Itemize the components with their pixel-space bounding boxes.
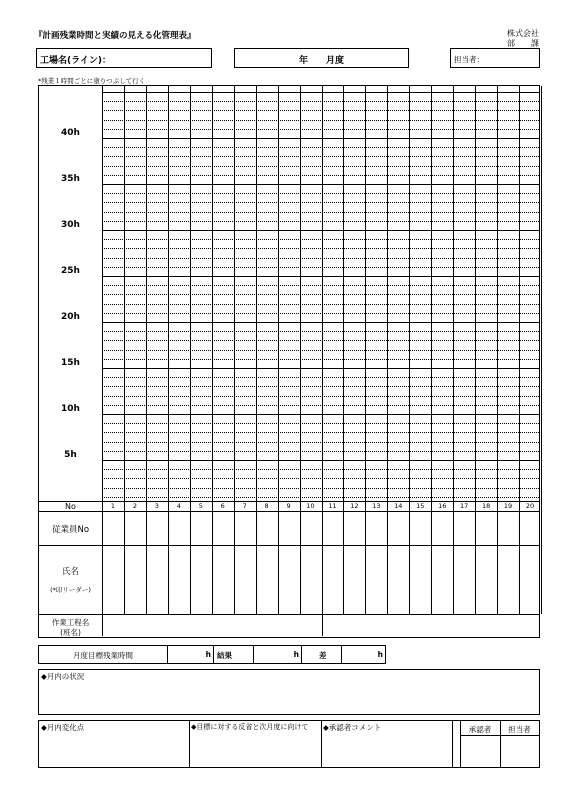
column-number: 4 [176,502,181,510]
process-label: 作業工程名 [51,618,90,627]
column-number: 17 [460,502,469,510]
divider [321,721,322,767]
grid-vline [365,86,366,614]
column-number: 10 [306,502,315,510]
column-number: 19 [503,502,513,510]
grid-vline [431,86,432,614]
changes-label: ◆月内変化点 [41,723,85,732]
grid-vline [409,86,410,614]
column-number: 3 [154,502,159,510]
bottom-comments-box [38,720,540,768]
summary-row [38,645,386,664]
hour-label: 20h [61,312,80,322]
name-label: 氏名 [61,567,79,577]
diff-unit: h [377,650,383,659]
process-row-divider [39,614,539,615]
hour-label: 35h [61,174,80,184]
divider [301,646,302,663]
reflection-label: ◆目標に対する反省と次月度に向けて [191,723,309,731]
person-stamp-label: 担当者 [508,725,531,734]
company-block [507,29,539,49]
diff-label: 差 [319,651,327,660]
target-unit: h [205,650,211,659]
grid-vline [387,86,388,614]
result-label: 結果 [217,651,232,660]
grid-vline [278,86,279,614]
column-number: 11 [328,502,337,510]
employee-no-label: 従業員No [51,525,90,535]
column-number: 14 [394,502,403,510]
grid-vline [102,86,103,636]
divider [253,646,254,663]
no-label: No [65,502,76,511]
year-month-label: 年 月度 [298,56,344,66]
grid-vline [343,86,344,614]
column-number: 12 [350,502,359,510]
grid-vline [212,86,213,614]
hour-label: 40h [61,128,80,138]
column-number: 18 [481,502,491,510]
grid-vline [124,86,125,614]
hour-label: 10h [61,404,80,414]
column-number: 20 [525,502,535,510]
column-number: 2 [132,502,137,510]
grid-vline [168,86,169,614]
column-number: 16 [438,502,447,510]
column-number: 5 [198,502,203,510]
factory-field[interactable] [36,48,212,68]
grid-vline [453,86,454,614]
department-name: 部 課 [507,39,539,48]
person-label: 担当者： [454,55,484,64]
monthly-status-label: ◆月内の状況 [41,672,85,681]
hour-label: 30h [61,220,80,230]
column-number: 13 [372,502,381,510]
grid-vline [322,86,323,636]
divider [452,721,453,767]
grid-vline [234,86,235,614]
approver-comment-label: ◆承認者コメント [323,723,382,732]
leader-note: (*印リーダー) [50,586,91,594]
target-label: 月度目標残業時間 [73,651,133,660]
fill-instruction: *残業１時間ごとに塗りつぶして行く [38,77,146,85]
divider [213,646,214,663]
grid-vline [300,86,301,614]
grid-vline [541,86,542,614]
monthly-status-box[interactable] [38,669,540,715]
person-field[interactable] [450,48,540,68]
grid-vline [475,86,476,614]
grid-vline [190,86,191,614]
divider [341,646,342,663]
document-title: 『計画残業時間と実績の見える化管理表』 [34,31,196,41]
year-month-field[interactable] [234,48,409,68]
divider [167,646,168,663]
column-number: 1 [110,502,116,510]
hour-label: 15h [61,358,80,368]
result-unit: h [293,650,299,659]
column-number: 15 [416,502,425,510]
grid-vline [146,86,147,614]
grid-vline [497,86,498,614]
grid-vline [519,86,520,614]
company-name: 株式会社 [507,29,539,38]
employee-row-divider [39,511,539,512]
hour-label: 25h [61,266,80,276]
factory-label: 工場名(ライン)： [40,56,111,66]
column-number: 7 [242,502,247,510]
column-number: 6 [220,502,225,510]
grid-vline [256,86,257,614]
divider [189,721,190,767]
approver-stamp-label: 承認者 [468,725,492,734]
divider [460,735,539,736]
process-sub-label: (班名) [60,628,81,637]
column-number: 9 [286,502,291,510]
column-number: 8 [264,502,269,510]
overtime-chart-grid [38,85,540,638]
name-row-divider [39,545,539,546]
hour-label: 5h [64,450,77,460]
